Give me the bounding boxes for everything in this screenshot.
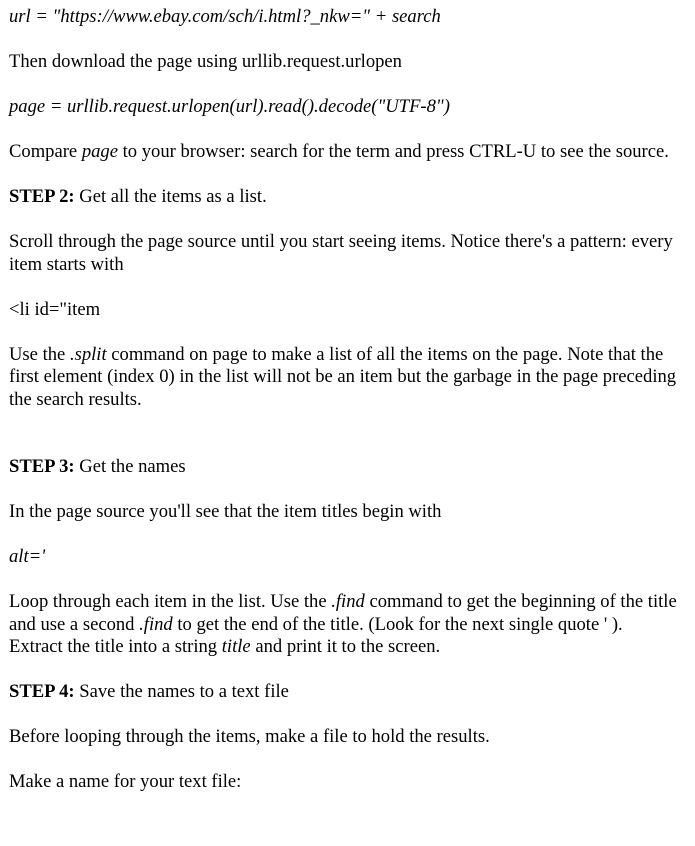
loop-text-3: to get the end of the title. (Look for the next single quote ' ). Extract the title into a string — [9, 613, 623, 657]
loop-paragraph — [9, 591, 681, 659]
split-text-1: Use the — [9, 343, 70, 365]
split-text-2: command on page to make a list of all the items on the page. Note that the first element (index 0) in the list will not be an item but the garbage in the page preceding the search results. — [9, 343, 677, 410]
loop-text-2: command to get the beginning of the title and use a second — [9, 591, 677, 635]
split-command-term: .split — [69, 343, 107, 365]
alt-code-line: alt=' — [9, 546, 46, 567]
titles-intro: In the page source you'll see that the item titles begin with — [9, 501, 442, 522]
li-tag-line: <li id="item — [9, 298, 101, 320]
loop-title-term: title — [221, 636, 251, 657]
step-4-heading — [9, 681, 681, 704]
compare-paragraph — [9, 141, 681, 164]
split-paragraph — [9, 344, 681, 412]
page-code-line: page = urllib.request.urlopen(url).read().decode("UTF-8") — [9, 96, 450, 117]
step-3-heading — [9, 456, 681, 479]
loop-find-term-1: .find — [331, 591, 365, 612]
step-4-text: Save the names to a text file — [74, 681, 289, 702]
download-intro: Then download the page using urllib.request.urlopen — [9, 51, 402, 72]
document-body — [9, 6, 681, 816]
scroll-paragraph: Scroll through the page source until you start seeing items. Notice there's a pattern: every item starts with — [9, 231, 673, 275]
before-loop-paragraph: Before looping through the items, make a file to hold the results. — [9, 726, 490, 747]
step-4-label: STEP 4: — [9, 681, 75, 702]
step-3-text: Get the names — [74, 456, 186, 477]
loop-text-1: Loop through each item in the list. Use the — [9, 591, 332, 612]
loop-text-4: and print it to the screen. — [250, 636, 441, 657]
url-code-line: url = "https://www.ebay.com/sch/i.html?_nkw=" + search — [9, 6, 441, 27]
step-2-heading — [9, 186, 681, 209]
make-name-paragraph: Make a name for your text file: — [9, 771, 242, 792]
loop-find-term-2: .find — [139, 613, 173, 635]
step-3-label: STEP 3: — [9, 456, 75, 477]
compare-page-term: page — [81, 141, 118, 162]
compare-text-2: to your browser: search for the term and press CTRL-U to see the source. — [117, 141, 669, 162]
step-2-label: STEP 2: — [9, 186, 75, 207]
step-2-text: Get all the items as a list. — [74, 186, 267, 207]
compare-text-1: Compare — [9, 141, 82, 162]
